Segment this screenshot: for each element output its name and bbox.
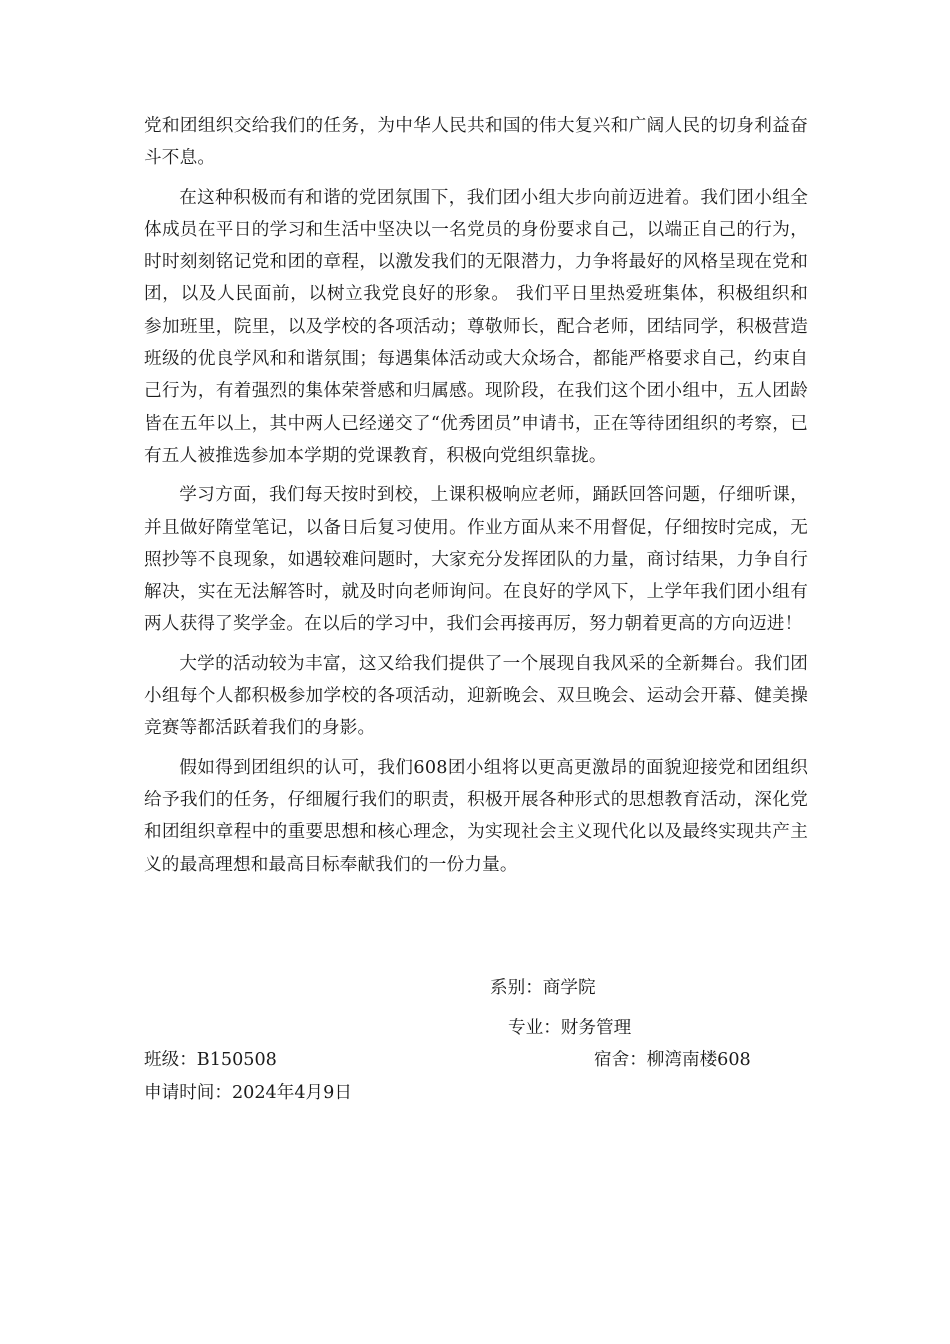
paragraph-continuation: 党和团组织交给我们的任务，为中华人民共和国的伟大复兴和广阔人民的切身利益奋斗不息。 xyxy=(144,116,808,169)
signature-date: 申请时间：2024年4月9日 xyxy=(144,1083,352,1103)
paragraph-study: 学习方面，我们每天按时到校，上课积极响应老师，踊跃回答问题，仔细听课，并且做好隋堂笔记，以备日后复习使用。作业方面从来不用督促，仔细按时完成，无照抄等不良现象，如遇较难问题时，大家充分发挥团队的力量，商讨结果，力争自行解决，实在无法解答时，就及时向老师询问。在良好的学风下，上学年我们团小组有两人获得了奖学金。在以后的学习中，我们会再接再厉，努力朝着更高的方向迈进！ xyxy=(144,485,808,635)
document-body xyxy=(144,110,808,888)
signature-major: 专业：财务管理 xyxy=(508,1018,632,1038)
paragraph-conclusion: 假如得到团组织的认可，我们608团小组将以更高更激昂的面貌迎接党和团组织给予我们的任务，仔细履行我们的职责，积极开展各种形式的思想教育活动，深化党和团组织章程中的重要思想和核心理念，为实现社会主义现代化以及最终实现共产主义的最高理想和最高目标奉献我们的一份力量。 xyxy=(144,757,808,875)
signature-class: 班级：B150508 xyxy=(144,1050,277,1070)
paragraph-activities: 大学的活动较为丰富，这又给我们提供了一个展现自我风采的全新舞台。我们团小组每个人都积极参加学校的各项活动，迎新晚会、双旦晚会、运动会开幕、健美操竞赛等都活跃着我们的身影。 xyxy=(144,653,808,739)
paragraph-atmosphere: 在这种积极而有和谐的党团氛围下，我们团小组大步向前迈进着。我们团小组全体成员在平日的学习和生活中坚决以一名党员的身份要求自己，以端正自己的行为，时时刻刻铭记党和团的章程，以激发我们的无限潜力，力争将最好的风格呈现在党和团，以及人民面前，以树立我党良好的形象。 我们平日里热爱班集体，积极组织和参加班里，院里，以及学校的各项活动；尊敬师长，配合老师，团结同学，积极营造班级的优良学风和和谐氛围；每遇集体活动或大众场合，都能严格要求自己，约束自己行为，有着强烈的集体荣誉感和归属感。现阶段，在我们这个团小组中，五人团龄皆在五年以上，其中两人已经递交了“优秀团员”申请书，正在等待团组织的考察，已有五人被推选参加本学期的党课教育，积极向党组织靠拢。 xyxy=(144,187,808,466)
signature-department: 系别：商学院 xyxy=(490,978,596,998)
signature-dorm: 宿舍：柳湾南楼608 xyxy=(594,1050,751,1070)
